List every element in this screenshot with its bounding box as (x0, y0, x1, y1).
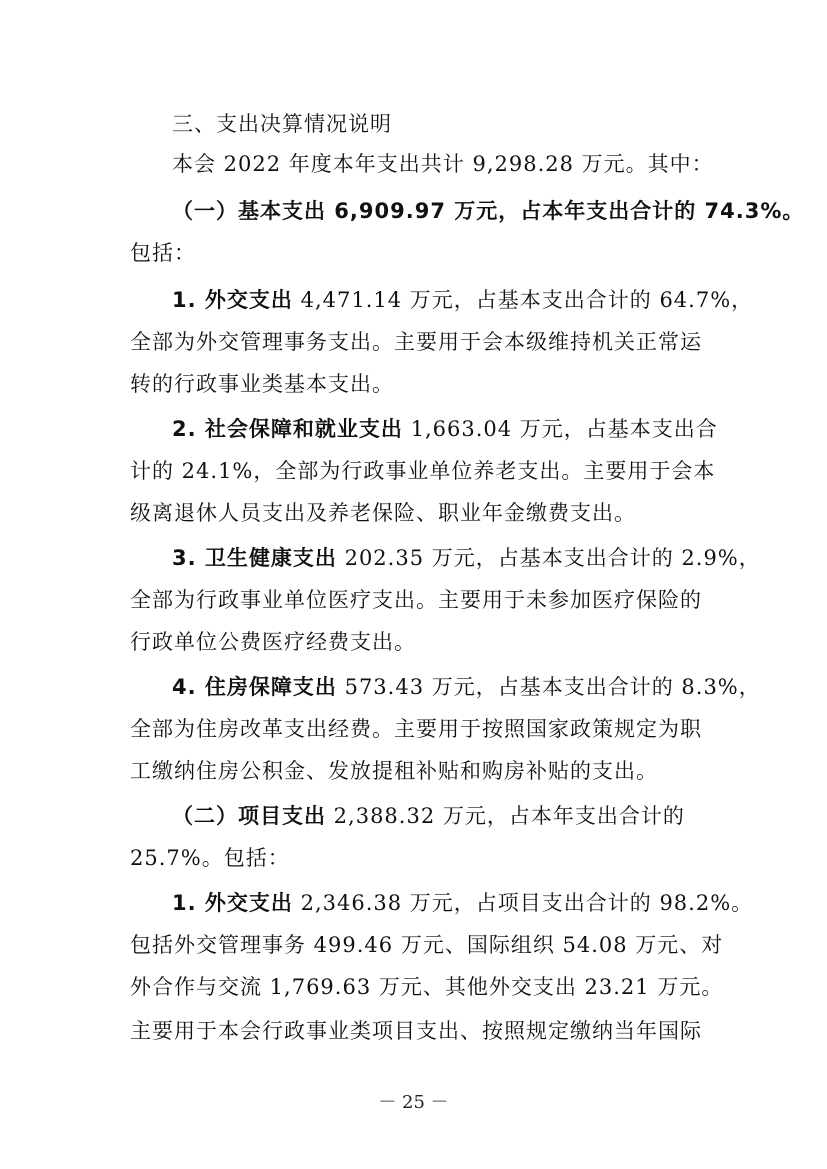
basic-expenditure-title: （一）基本支出 6,909.97 万元，占本年支出合计的 74.3%。 (172, 199, 805, 223)
item1-text: 4,471.14 万元，占基本支出合计的 64.7%， (292, 288, 754, 312)
item2-line1 (172, 414, 718, 444)
item1-line2: 全部为外交管理事务支出。主要用于会本级维持机关正常运 (130, 330, 702, 354)
item2-line3: 级离退休人员支出及养老保险、职业年金缴费支出。 (130, 501, 636, 525)
pitem1-line2: 包括外交管理事务 499.46 万元、国际组织 54.08 万元、对 (130, 933, 724, 957)
project-line2: 25.7%。包括： (130, 846, 290, 870)
pitem1-line1 (172, 888, 753, 918)
item1-label: 1. 外交支出 (172, 288, 293, 312)
pitem1-line4: 主要用于本会行政事业类项目支出、按照规定缴纳当年国际 (130, 1019, 702, 1043)
basic-expenditure-cont: 包括： (130, 241, 196, 265)
item2-line2: 计的 24.1%，全部为行政事业单位养老支出。主要用于会本 (130, 459, 716, 483)
section-title: 三、支出决算情况说明 (172, 112, 392, 136)
item4-text: 573.43 万元，占基本支出合计的 8.3%， (336, 675, 761, 699)
project-line1 (172, 801, 685, 831)
pitem1-label: 1. 外交支出 (172, 891, 293, 915)
item1-line1 (172, 285, 753, 315)
item3-label: 3. 卫生健康支出 (172, 546, 337, 570)
item2-label: 2. 社会保障和就业支出 (172, 417, 403, 441)
item1-line3: 转的行政事业类基本支出。 (130, 372, 394, 396)
item4-line3: 工缴纳住房公积金、发放提租补贴和购房补贴的支出。 (130, 759, 658, 783)
pitem1-text: 2,346.38 万元，占项目支出合计的 98.2%。 (292, 891, 754, 915)
item2-text: 1,663.04 万元，占基本支出合 (402, 417, 718, 441)
project-text: 2,388.32 万元，占本年支出合计的 (326, 804, 685, 828)
intro-paragraph: 本会 2022 年度本年支出共计 9,298.28 万元。其中： (172, 152, 714, 176)
item4-label: 4. 住房保障支出 (172, 675, 337, 699)
pitem1-line3: 外合作与交流 1,769.63 万元、其他外交支出 23.21 万元。 (130, 975, 724, 999)
page-number: － 25 － (378, 1092, 449, 1113)
item3-line2: 全部为行政事业单位医疗支出。主要用于未参加医疗保险的 (130, 588, 702, 612)
item3-text: 202.35 万元，占基本支出合计的 2.9%， (336, 546, 761, 570)
item3-line3: 行政单位公费医疗经费支出。 (130, 630, 416, 654)
project-label: （二）项目支出 (172, 804, 326, 828)
item3-line1 (172, 543, 761, 573)
item4-line1 (172, 672, 761, 702)
item4-line2: 全部为住房改革支出经费。主要用于按照国家政策规定为职 (130, 717, 702, 741)
